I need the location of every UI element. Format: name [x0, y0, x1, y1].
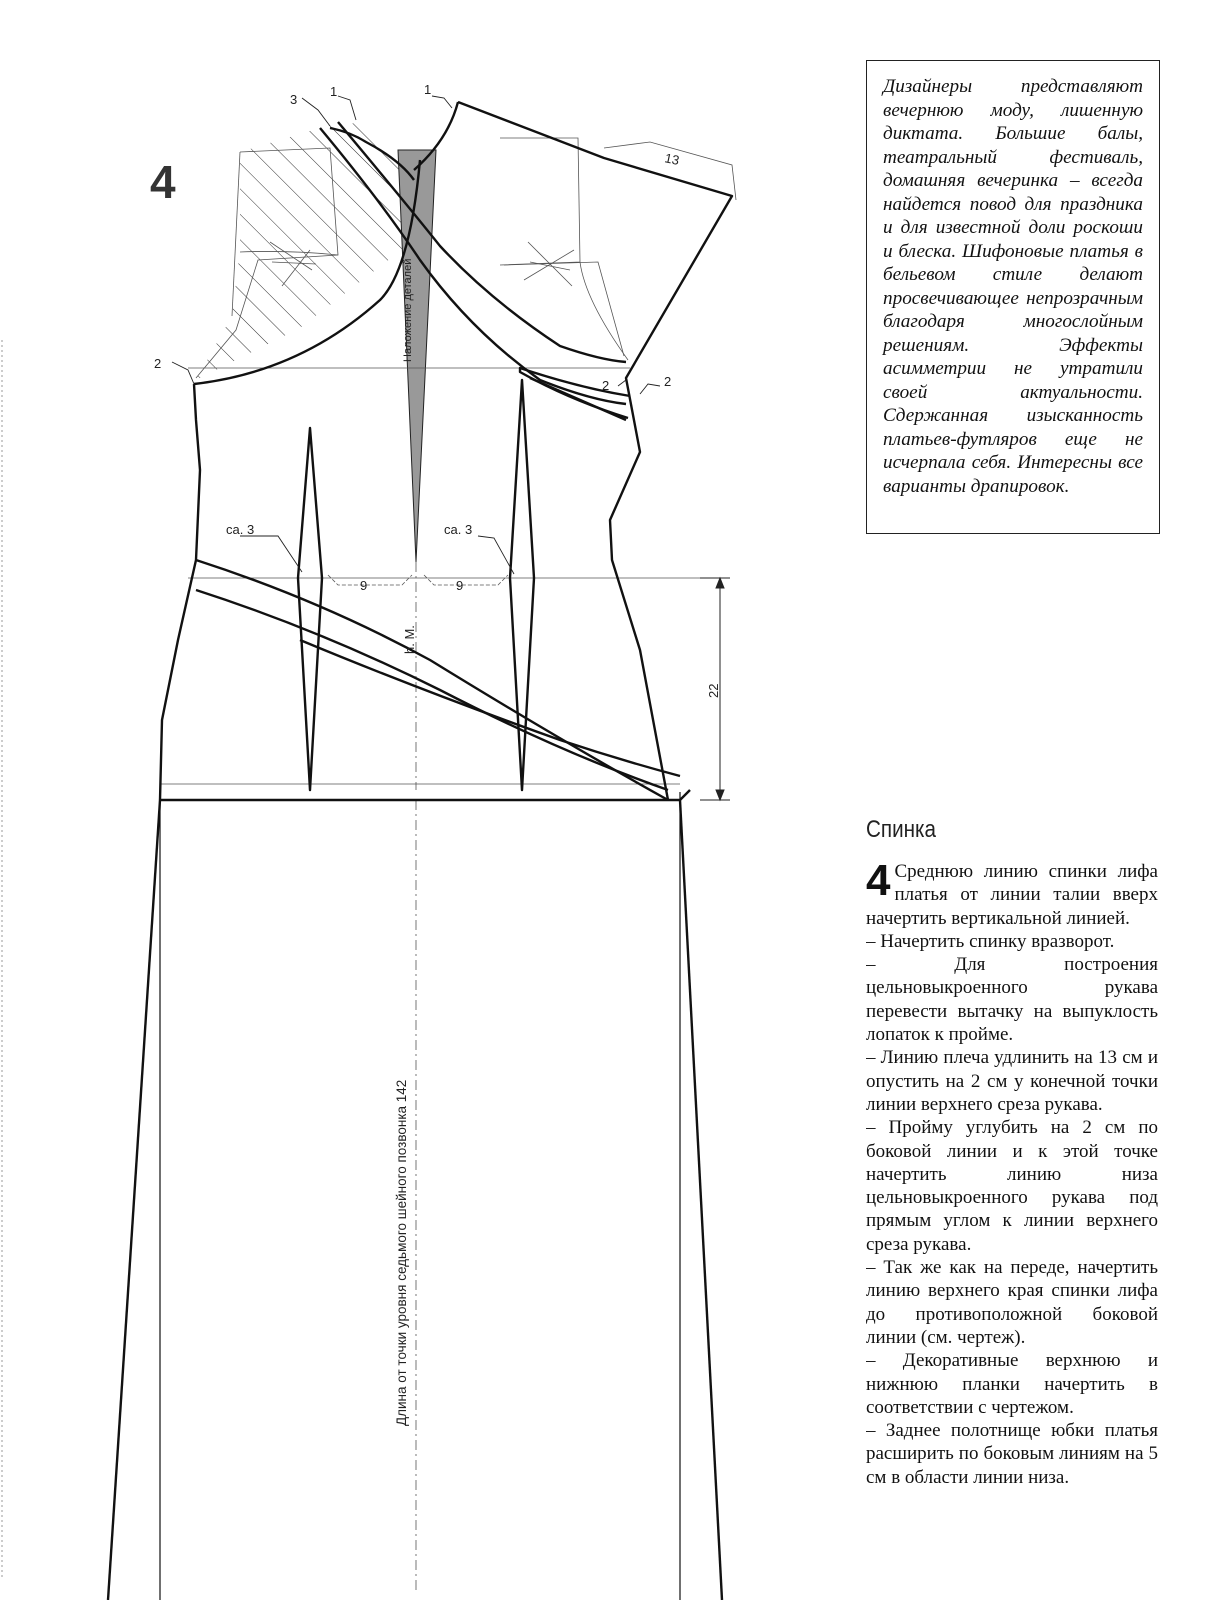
- label-point-2-right-b: 2: [664, 374, 672, 389]
- paragraph: – Декоративные верхнюю и нижнюю планки начертить в соответствии с чертежом.: [866, 1350, 1158, 1418]
- label-point-1-left: 1: [330, 84, 338, 99]
- label-point-3: 3: [290, 92, 298, 107]
- label-hm: h. M.: [402, 625, 417, 654]
- label-length-note: Длина от точки уровня седьмого шейного позвонка 142: [394, 1079, 409, 1426]
- paragraph: Среднюю линию спинки лифа платья от линии талии вверх начертить вертикальной линией.: [866, 861, 1158, 929]
- label-point-13: 13: [663, 150, 681, 168]
- label-dim-9-right: 9: [456, 578, 464, 593]
- label-dim-9-left: 9: [360, 578, 368, 593]
- label-point-2-left: 2: [154, 356, 162, 371]
- label-point-1-right: 1: [424, 82, 432, 97]
- label-overlap-note: Наложение деталей: [402, 258, 414, 362]
- paragraph: – Заднее полотнище юбки платья расширить по боковым линиям на 5 см в области линии низа.: [866, 1420, 1158, 1488]
- label-dim-22: 22: [706, 683, 721, 698]
- figure-number: 4: [150, 156, 176, 208]
- paragraph: – Пройму углубить на 2 см по боковой линии и к этой точке начертить линию низа цельновыкроенного рукава под прямым углом к линии верхнего среза рукава.: [866, 1117, 1158, 1255]
- construction-lines: [160, 138, 736, 1590]
- intro-box: [866, 60, 1160, 534]
- intro-text: Дизайнеры представляют вечернюю моду, лишенную диктата. Большие балы, театральный фестиваль, домашняя вечеринка – всегда найдется повод для праздника и для известной доли роскоши и блеска. Шифоновые платья в бельевом стиле делают просвечивающее непрозрачным благодаря многослойным решениям. Эффекты асимметрии не утратили своей актуальности. Сдержанная изысканность платьев-футляров еще не исчерпала себя. Интересны все варианты драпировок.: [883, 76, 1143, 497]
- section-number: 4: [866, 860, 891, 905]
- label-point-2-right-a: 2: [602, 378, 610, 393]
- label-ca3-right: ca. 3: [444, 522, 473, 537]
- section-body: [866, 860, 1158, 1600]
- paragraph: – Линию плеча удлинить на 13 см и опустить на 2 см у конечной точки линии верхнего среза рукава.: [866, 1047, 1158, 1115]
- paragraph: – Для построения цельновыкроенного рукава перевести вытачку на выпуклость лопаток к пройме.: [866, 954, 1158, 1046]
- paragraph: – Начертить спинку вразворот.: [866, 930, 1115, 952]
- paragraph: – Так же как на переде, начертить линию верхнего края спинки лифа до противоположной боковой линии (см. чертеж).: [866, 1257, 1158, 1348]
- section-title: Спинка: [866, 816, 936, 843]
- label-ca3-left: ca. 3: [226, 522, 255, 537]
